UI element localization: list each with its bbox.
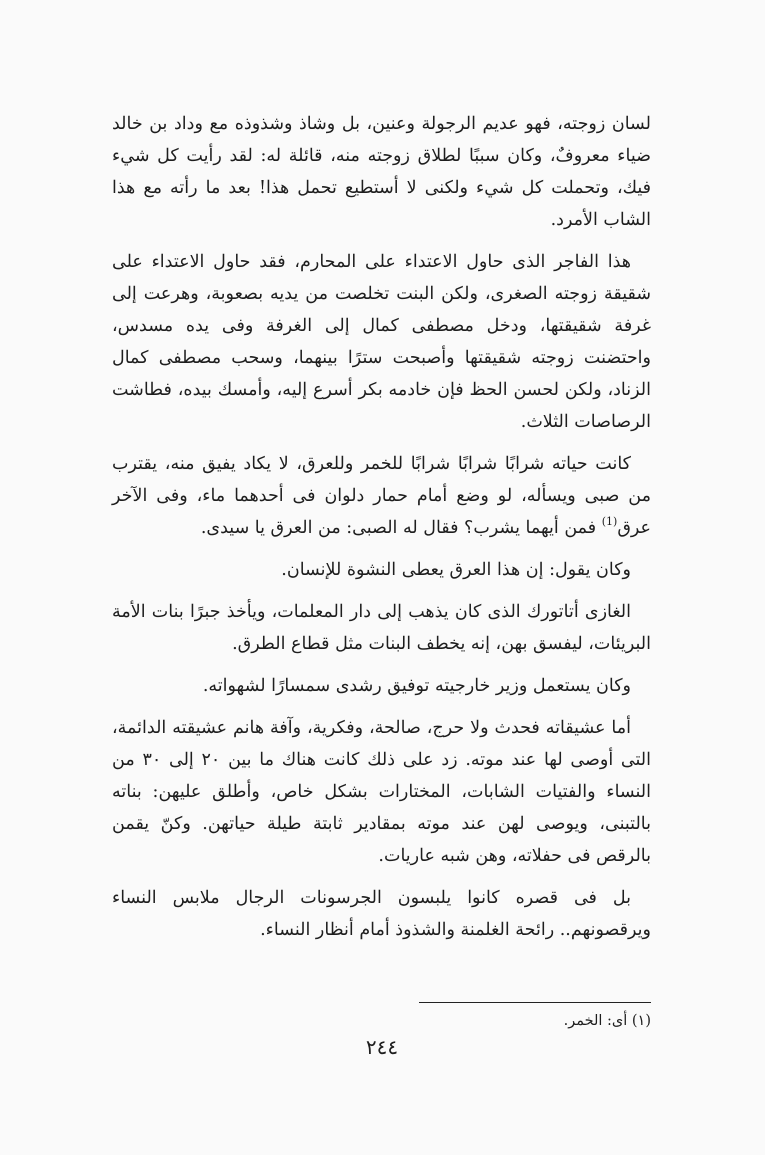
paragraph-6: وكان يستعمل وزير خارجيته توفيق رشدى سمسارًا لشهواته.	[202, 676, 631, 696]
paragraph-1: لسان زوجته، فهو عديم الرجولة وعنين، بل وشاذ وشذوذه مع وداد بن خالد ضياء معروفٌ، وكان سببًا لطلاق زوجته منه، قائلة له: لقد رأيت كل شيء فيك، وتحملت كل شيء ولكنى لا أستطيع تحمل هذا! بعد ما رأته مع هذا الشاب الأمرد.	[112, 114, 651, 230]
footnote-marker: (1)	[601, 515, 618, 528]
paragraph-2: هذا الفاجر الذى حاول الاعتداء على المحارم، فقد حاول الاعتداء على شقيقة زوجته الصغرى، ولكن البنت تخلصت من يديه بصعوبة، وهرعت إلى غرفة شقيقتها، ودخل مصطفى كمال إلى الغرفة وفى يده مسدس، واحتضنت زوجته شقيقتها وأصبحت سترًا بينهما، وسحب مصطفى كمال الزناد، ولكن لحسن الحظ فإن خادمه بكر أسرع إليه، وأمسك بيده، فطاشت الرصاصات الثلاث.	[112, 252, 651, 432]
paragraph-8: بل فى قصره كانوا يلبسون الجرسونات الرجال ملابس النساء ويرقصونهم.. رائحة الغلمنة والشذوذ أمام أنظار النساء.	[112, 888, 651, 940]
paragraph-7: أما عشيقاته فحدث ولا حرج، صالحة، وفكرية، وآفة هانم عشيقته الدائمة، التى أوصى لها عند موته. زد على ذلك كانت هناك ما بين ٢٠ إلى ٣٠ من النساء والفتيات الشابات، المختارات بشكل خاص، وأطلق عليهن: بناته بالتبنى، ويوصى لهن عند موته بمقادير ثابتة طيلة حياتهن. وكنّ يقمن بالرقص فى حفلاته، وهن شبه عاريات.	[112, 718, 651, 866]
paragraph-3-part-1: كانت حياته شرابًا شرابًا شرابًا للخمر وللعرق، لا يكاد يفيق منه، يقترب من صبى ويسأله، لو وضع أمام حمار دلوان فى أحدهما ماء، وفى الآخر عرق	[112, 454, 651, 538]
footnote: (١) أى: الخمر.	[563, 1013, 651, 1029]
paragraph-3-part-2: فمن أيهما يشرب؟ فقال له الصبى: من العرق يا سيدى.	[200, 518, 597, 538]
footnote-divider	[419, 1002, 651, 1003]
paragraph-5: الغازى أتاتورك الذى كان يذهب إلى دار المعلمات، ويأخذ جبرًا بنات الأمة البريئات، ليفسق بهن، إنه يخطف البنات مثل قطاع الطرق.	[112, 602, 651, 654]
body-text	[112, 108, 651, 946]
paragraph-4: وكان يقول: إن هذا العرق يعطى النشوة للإنسان.	[281, 560, 631, 580]
paragraph-3	[112, 448, 651, 544]
page-number: ٢٤٤	[365, 1035, 399, 1059]
